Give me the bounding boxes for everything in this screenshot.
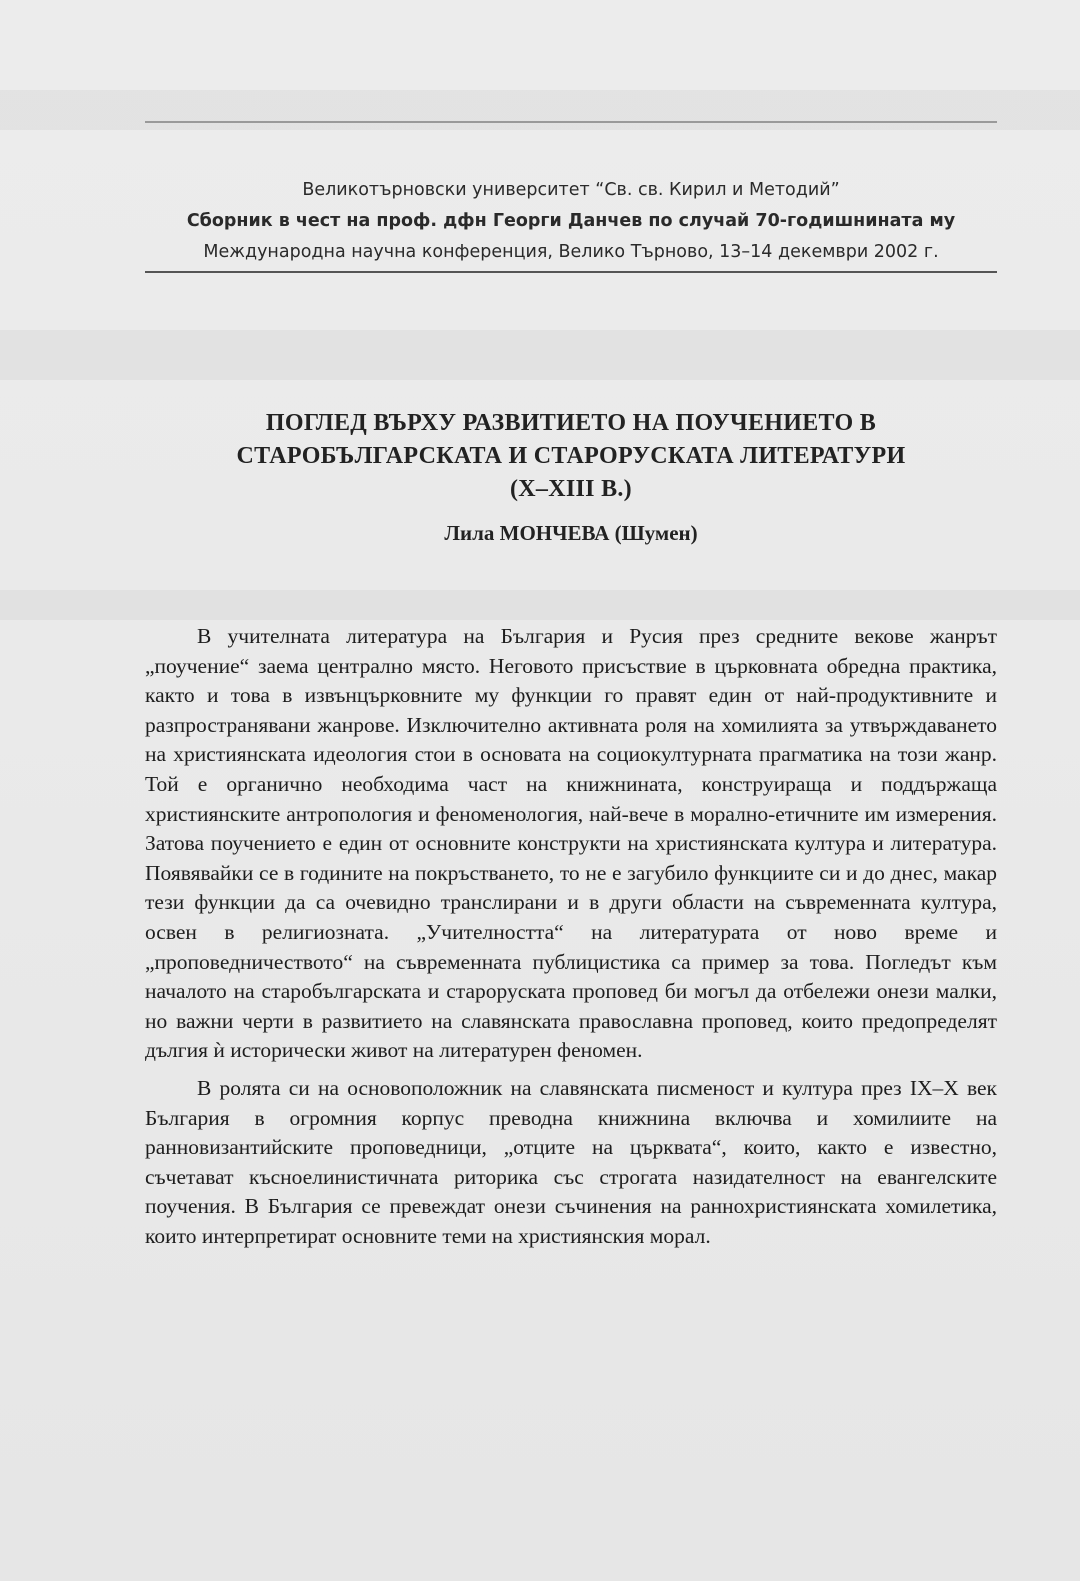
title-line-3: (X–XIII В.): [510, 476, 632, 502]
title-line-2: СТАРОБЪЛГАРСКАТА И СТАРОРУСКАТА ЛИТЕРАТУРИ: [236, 443, 906, 469]
page-header: [145, 175, 997, 268]
scan-shadow: [0, 330, 1080, 380]
header-rule: [145, 271, 997, 273]
article-title: [145, 407, 997, 506]
conference-line: Международна научна конференция, Велико Търново, 13–14 декември 2002 г.: [203, 242, 939, 262]
collection-line: Сборник в чест на проф. дфн Георги Данчев по случай 70-годишнината му: [186, 211, 956, 231]
article-body: [145, 622, 997, 1259]
top-rule: [145, 121, 997, 123]
body-paragraph-2: В ролята си на основоположник на славянската писменост и култура през IX–X век България в огромния корпус преводна книжнина включва и хомилиите на ранновизантийските проповедници, „отците на църквата“, които, както е известно, съчетават късноелинистичната риторика със строгата назидателност на евангелските поучения. В България се превеждат онези съчинения на раннохристиянската хомилетика, които интерпретират основните теми на християнския морал.: [145, 1075, 997, 1248]
body-paragraph-1: В учителната литература на България и Русия през средните векове жанрът „поучение“ заема централно място. Неговото присъствие в църковната обредна практика, както и това в извънцърковните му функции го правят един от най-продуктивните и разпространявани жанрове. Изключително активната роля на хомилията за утвърждаването на християнската идеология стои в основата на социокултурната прагматика на този жанр. Той е органично необходима част на книжнината, конструираща и поддържаща християнските антропология и феноменология, най-вече в морално-етичните им измерения. Затова поучението е един от основните конструкти на християнската култура и литература. Появявайки се в годините на покръстването, то не е загубило функциите си и до днес, макар тези функции да са очевидно транслирани и в други области на съвременната култура, освен в религиозната. „Учителността“ на литературата от ново време и „проповедничеството“ на съвременната публицистика са пример за това. Погледът към началото на старобългарската и староруската проповед би могъл да отбележи онези малки, но важни черти в развитието на славянската православна проповед, които предопределят дългия ѝ исторически живот на литературен феномен.: [145, 624, 997, 1063]
university-line: Великотърновски университет “Св. св. Кирил и Методий”: [302, 180, 840, 200]
title-line-1: ПОГЛЕД ВЪРХУ РАЗВИТИЕТО НА ПОУЧЕНИЕТО В: [265, 410, 877, 436]
scan-shadow: [0, 590, 1080, 620]
scan-shadow: [0, 90, 1080, 130]
article-author: Лила МОНЧЕВА (Шумен): [444, 521, 698, 545]
